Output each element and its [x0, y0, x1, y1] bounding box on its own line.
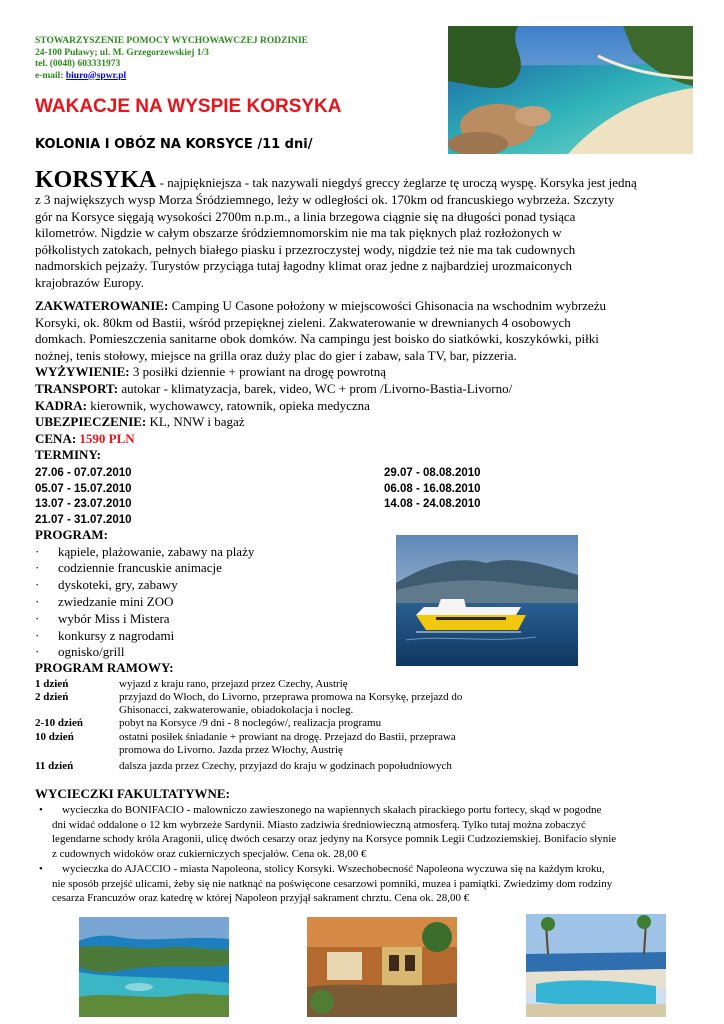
date-range: 13.07 - 23.07.2010	[35, 498, 132, 510]
bullet-icon: ·	[35, 577, 40, 593]
bullet-icon: ·	[35, 560, 40, 576]
accommodation-line	[35, 298, 675, 315]
excursion-line: z cudownych widoków oraz cukierniczych specjałów. Cena ok. 28,00 €	[52, 847, 367, 860]
transport-label: TRANSPORT:	[35, 380, 119, 396]
accommodation-label: ZAKWATEROWANIE:	[35, 298, 169, 313]
insurance-text: KL, NNW i bagaż	[146, 414, 245, 430]
program-item	[35, 594, 395, 611]
transport-text: autokar - klimatyzacja, barek, video, WC + prom /Livorno-Bastia-Livorno/	[118, 380, 513, 396]
bullet-icon: ·	[35, 610, 40, 626]
bullet-icon: ·	[35, 644, 40, 660]
org-phone: tel. (0048) 603331973	[35, 59, 121, 69]
staff-line	[35, 398, 675, 415]
program-item-text: zwiedzanie mini ZOO	[58, 593, 174, 609]
excursions-label: WYCIECZKI FAKULTATYWNE:	[35, 786, 230, 801]
dates-label: TERMINY:	[35, 447, 101, 463]
program-label: PROGRAM:	[35, 527, 108, 542]
program-item	[35, 560, 395, 577]
accommodation-text: Camping U Casone położony w miejscowości Ghisonacia na wschodnim wybrzeżu	[168, 298, 606, 313]
intro-line: półkolistych zatokach, pełnych białego piasku i przezroczystej wody, nigdzie też nie ma tak cudownych	[35, 241, 576, 257]
email-link[interactable]: biuro@spwr.pl	[65, 70, 127, 81]
itinerary-day: 2 dzień	[35, 691, 69, 703]
itinerary-table	[35, 678, 595, 778]
intro-line: krajobrazów Europy.	[35, 274, 144, 290]
bullet-icon: •	[39, 804, 43, 816]
itinerary-desc: Ghisonacci, zakwaterowanie, obiadokolacja i nocleg.	[119, 704, 354, 716]
house-photo	[307, 917, 457, 1017]
program-section	[35, 527, 395, 661]
date-range: 05.07 - 15.07.2010	[35, 482, 132, 495]
program-item	[35, 544, 395, 561]
excursions-heading-block	[35, 786, 675, 803]
accommodation-line: domkach. Pomieszczenia sanitarne obok domków. Na campingu jest boisko do siatkówki, koszykówki, piłki	[35, 331, 599, 347]
program-item-text: wybór Miss i Mistera	[58, 610, 170, 626]
program-item-text: dyskoteki, gry, zabawy	[58, 577, 178, 593]
excursion-line: wycieczka do BONIFACIO - malowniczo zawieszonego na wapiennych skałach pirackiego portu fortecy, skąd w pogodne	[62, 804, 602, 816]
coast-photo	[79, 917, 229, 1017]
staff-text: kierownik, wychowawcy, ratownik, opieka medyczna	[87, 397, 370, 413]
insurance-line	[35, 414, 675, 431]
excursion-line: cesarza Francuzów oraz katedrę w której Napoleon przyjął sakrament chrztu. Cena ok. 28,00 €	[52, 892, 470, 904]
intro-line: gór na Korsyce sięgają wysokości 2700m n.p.m., a linia brzegowa ciągnie się na długości ponad tysiąca	[35, 208, 576, 224]
program-item-text: codziennie francuskie animacje	[58, 560, 222, 576]
dates-right	[384, 466, 481, 513]
program-item	[35, 577, 395, 594]
intro-paragraph	[35, 166, 675, 292]
itinerary-day: 10 dzień	[35, 731, 74, 743]
beach-photo	[448, 26, 693, 154]
itinerary-day: 2-10 dzień	[35, 717, 83, 729]
date-range: 06.08 - 16.08.2010	[384, 482, 481, 495]
bullet-icon: ·	[35, 627, 40, 643]
date-range: 29.07 - 08.08.2010	[384, 467, 481, 479]
itinerary-desc: dalsza jazda przez Czechy, przyjazd do kraju w godzinach popołudniowych	[119, 760, 452, 772]
date-range: 27.06 - 07.07.2010	[35, 467, 132, 479]
date-range: 14.08 - 24.08.2010	[384, 498, 481, 510]
pool-photo	[526, 914, 666, 1017]
intro-line: z 3 największych wysp Morza Śródziemnego, leży w odległości ok. 170km od francuskiego wybrzeża. Szczyty	[35, 192, 615, 207]
meals-text: 3 posiłki dziennie + prowiant na drogę powrotną	[129, 364, 387, 380]
bullet-icon: ·	[35, 593, 40, 609]
program-item	[35, 628, 395, 645]
excursion-line: nie sposób przejść ulicami, żeby się nie natknąć na poświęcone cesarzowi pomniki, muzea i pamiątki. Zwiedzimy dom rodziny	[52, 877, 613, 890]
bullet-icon: ·	[35, 543, 40, 559]
info-block	[35, 298, 675, 464]
intro-line: nadmorskich pejzaży. Turystów przyciąga tutaj łagodny klimat oraz jedne z najbardziej urozmaiconych	[35, 258, 573, 274]
excursion-line: wycieczka do AJACCIO - miasta Napoleona, stolicy Korsyki. Wszechobecność Napoleona wyczuwa się na każdym kroku,	[62, 863, 605, 875]
itinerary-desc: przyjazd do Włoch, do Livorno, przeprawa promowa na Korsykę, przejazd do	[119, 691, 463, 703]
transport-line	[35, 381, 675, 398]
program-item	[35, 611, 395, 628]
price-value: 1590 PLN	[76, 430, 135, 446]
insurance-label: UBEZPIECZENIE:	[35, 414, 147, 430]
date-range: 21.07 - 31.07.2010	[35, 513, 132, 526]
program-heading	[35, 527, 395, 544]
intro-text: - najpiękniejsza - tak nazywali niegdyś greccy żeglarze tę uroczą wyspę. Korsyka jest jedną	[156, 175, 637, 190]
organization-header	[35, 36, 308, 82]
itinerary-label: PROGRAM RAMOWY:	[35, 660, 174, 675]
itinerary-day: 1 dzień	[35, 678, 69, 690]
page-title: WAKACJE NA WYSPIE KORSYKA	[35, 96, 342, 117]
bullet-icon: •	[39, 863, 43, 875]
program-item-text: ognisko/grill	[58, 644, 125, 660]
ferry-photo	[396, 535, 578, 666]
dates-heading	[35, 447, 675, 464]
meals-line	[35, 364, 675, 381]
dates-left	[35, 466, 132, 528]
program-item	[35, 644, 395, 661]
itinerary-heading	[35, 660, 675, 677]
program-item-text: kąpiele, plażowanie, zabawy na plaży	[58, 543, 255, 559]
excursion-line: legendarne schody króla Aragonii, ulicę dwóch cesarzy oraz jedyny na Korsyce pomnik Legii Cudzoziemskiej. Bonifacio słynie	[52, 833, 617, 845]
excursion-item	[39, 862, 692, 906]
staff-label: KADRA:	[35, 397, 87, 413]
org-address: 24-100 Puławy; ul. M. Grzegorzewskiej 1/3	[35, 47, 209, 58]
excursion-line: dni widać oddalone o 12 km wybrzeże Sardynii. Miasto zadziwia średniowieczną atmosferą. Tylko tutaj można zobaczyć	[52, 818, 586, 831]
email-label: e-mail:	[35, 70, 66, 81]
meals-label: WYŻYWIENIE:	[35, 364, 130, 380]
excursion-item	[39, 803, 692, 861]
itinerary-desc: promowa do Livorno. Jazda przez Włochy, Austrię	[119, 744, 343, 756]
itinerary-desc: pobyt na Korsyce /9 dni - 8 noclegów/, realizacja programu	[119, 717, 382, 729]
itinerary-desc: ostatni posiłek śniadanie + prowiant na drogę. Przejazd do Bastii, przeprawa	[119, 731, 456, 743]
accommodation-line: nożnej, tenis stołowy, miejsce na grilla oraz duży plac do gier i zabaw, sala TV, bar, pizzeria.	[35, 347, 517, 363]
itinerary-day: 11 dzień	[35, 760, 74, 772]
itinerary-section	[35, 660, 675, 677]
org-name: STOWARZYSZENIE POMOCY WYCHOWAWCZEJ RODZINIE	[35, 36, 308, 46]
price-label: CENA:	[35, 430, 77, 446]
accommodation-line: Korsyki, ok. 80km od Bastii, wśród przepięknej zieleni. Zakwaterowanie w drewnianych 4 osobowych	[35, 314, 571, 330]
price-line	[35, 431, 675, 448]
intro-line: kilometrów. Nigdzie w całym obszarze śródziemnomorskim nie ma tak pięknych plaż rozłożonych w	[35, 225, 562, 241]
org-email-line	[35, 71, 308, 83]
intro-heading: KORSYKA	[35, 167, 157, 193]
program-item-text: konkursy z nagrodami	[58, 627, 175, 643]
page-subtitle: KOLONIA I OBÓZ NA KORSYCE /11 dni/	[35, 137, 313, 152]
itinerary-desc: wyjazd z kraju rano, przejazd przez Czechy, Austrię	[119, 678, 348, 690]
